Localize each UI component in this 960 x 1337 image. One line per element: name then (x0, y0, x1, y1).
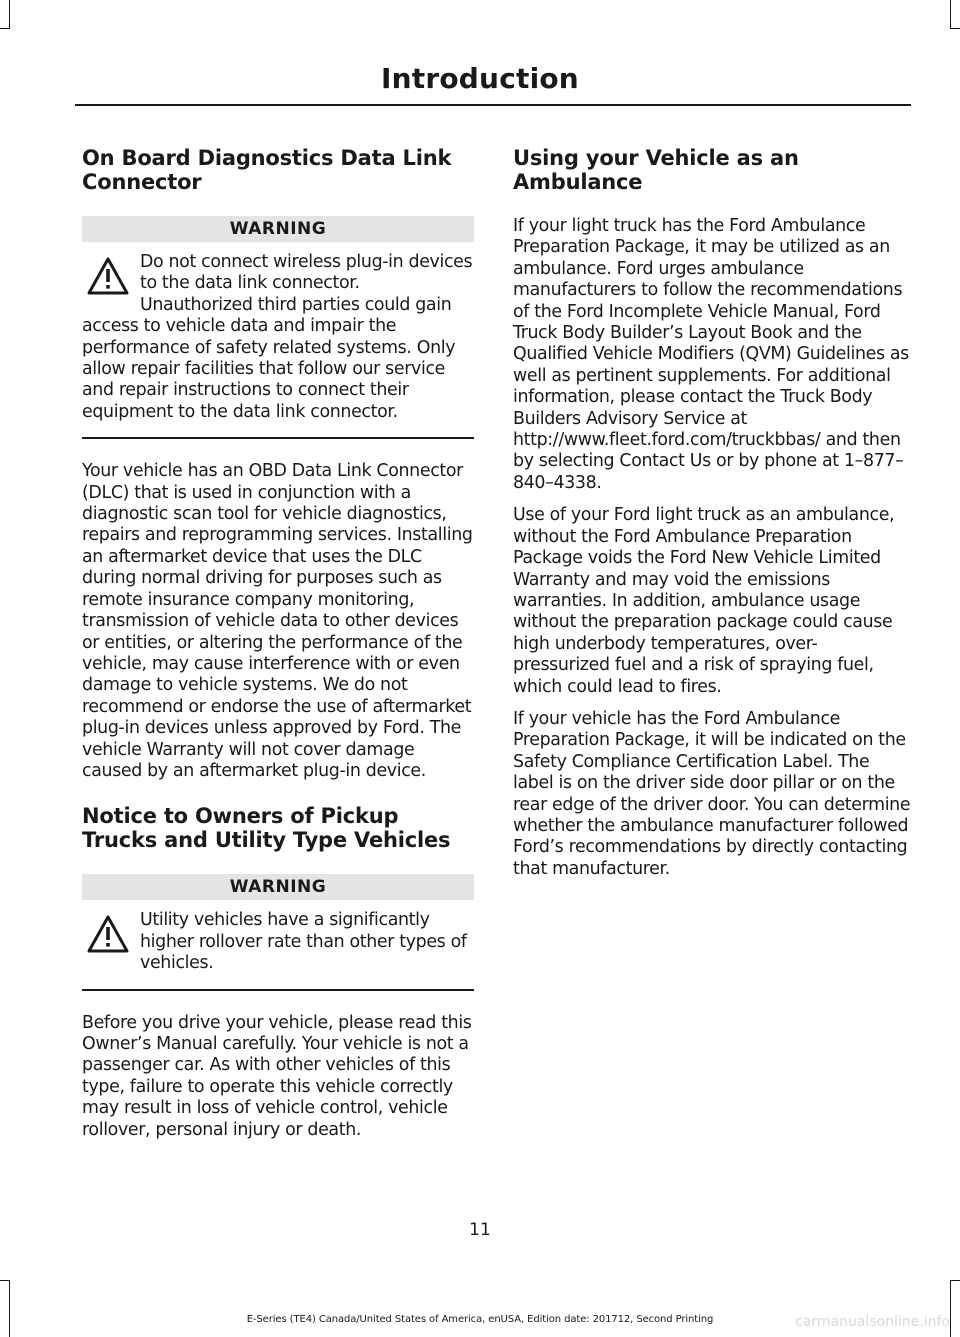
page-number: 11 (469, 1220, 491, 1240)
warning-rule (82, 437, 474, 439)
crop-mark-top-left-v (9, 0, 10, 28)
warning-box-rollover (82, 874, 474, 990)
edition-footer: E-Series (TE4) Canada/United States of America, enUSA, Edition date: 201712, Second Printing (246, 1314, 714, 1325)
warning-triangle-icon (86, 256, 130, 296)
page-header-title: Introduction (381, 62, 579, 95)
header-rule (75, 104, 911, 106)
warning-box-obd (82, 216, 474, 439)
warning-text: Utility vehicles have a significantly higher rollover rate than other types of vehicles. (140, 910, 467, 974)
warning-triangle-icon (86, 914, 130, 954)
obd-paragraph: Your vehicle has an OBD Data Link Connector (DLC) that is used in conjunction with a diagnostic scan tool for vehicle diagnostics, repairs and reprogramming services. Installing an aftermarket device that uses the DLC during normal driving for purposes such as remote insurance company monitoring, transmission of vehicle data to other devices or entities, or altering the performance of the vehicle, may cause interference with or even damage to vehicle systems. We do not recommend or endorse the use of aftermarket plug-in devices unless approved by Ford. The vehicle Warranty will not cover damage caused by an aftermarket plug-in device. (82, 461, 473, 781)
warning-body (82, 910, 474, 974)
pickup-paragraph: Before you drive your vehicle, please read this Owner’s Manual carefully. Your vehicle is not a passenger car. As with other vehicles of this type, failure to operate this vehicle correctly may result in loss of vehicle control, vehicle rollover, personal injury or death. (82, 1012, 472, 1140)
left-column (82, 146, 474, 1152)
section-heading-pickup: Notice to Owners of Pickup Trucks and Utility Type Vehicles (82, 804, 451, 853)
watermark: carmanualsonline.info (795, 1314, 950, 1330)
warning-label: WARNING (82, 874, 474, 900)
ambulance-paragraph-2: Use of your Ford light truck as an ambulance, without the Ford Ambulance Preparation Package voids the Ford New Vehicle Limited Warranty and may void the emissions warranties. In addition, ambulance usage without the preparation package could cause high underbody temperatures, over-pressurized fuel and a risk of spraying fuel, which could lead to fires. (513, 505, 895, 697)
warning-body (82, 252, 474, 423)
crop-mark-bottom-left-h (0, 1280, 10, 1281)
section-heading-obd: On Board Diagnostics Data Link Connector (82, 146, 452, 194)
crop-mark-bottom-right-v (950, 1280, 951, 1337)
warning-rule (82, 989, 474, 991)
warning-text: Do not connect wireless plug-in devices to the data link connector. Unauthorized third parties could gain access to vehicle data and impair the performance of safety related systems. Only allow repair facilities that follow our service and repair instructions to connect their equipment to the data link connector. (82, 252, 473, 422)
ambulance-paragraph-1: If your light truck has the Ford Ambulance Preparation Package, it may be utilized as an ambulance. Ford urges ambulance manufacturers to follow the recommendations of the Ford Incomplete Vehicle Manual, Ford Truck Body Builder’s Layout Book and the Qualified Vehicle Modifiers (QVM) Guidelines as well as pertinent supplements. For additional information, please contact the Truck Body Builders Advisory Service at http://www.fleet.ford.com/truckbbas/ and then by selecting Contact Us or by phone at 1–877–840–4338. (513, 216, 909, 493)
crop-mark-top-right-h (950, 28, 960, 29)
crop-mark-bottom-left-v (9, 1280, 10, 1337)
section-heading-ambulance: Using your Vehicle as an Ambulance (513, 146, 799, 194)
ambulance-paragraph-3: If your vehicle has the Ford Ambulance Preparation Package, it will be indicated on the Safety Compliance Certification Label. The label is on the driver side door pillar or on the rear edge of the driver door. You can determine whether the ambulance manufacturer followed Ford’s recommendations by directly contacting that manufacturer. (513, 708, 911, 879)
crop-mark-top-left-h (0, 28, 10, 29)
crop-mark-bottom-right-h (950, 1280, 960, 1281)
warning-label: WARNING (82, 216, 474, 242)
right-column (513, 146, 911, 891)
crop-mark-top-right-v (950, 0, 951, 28)
